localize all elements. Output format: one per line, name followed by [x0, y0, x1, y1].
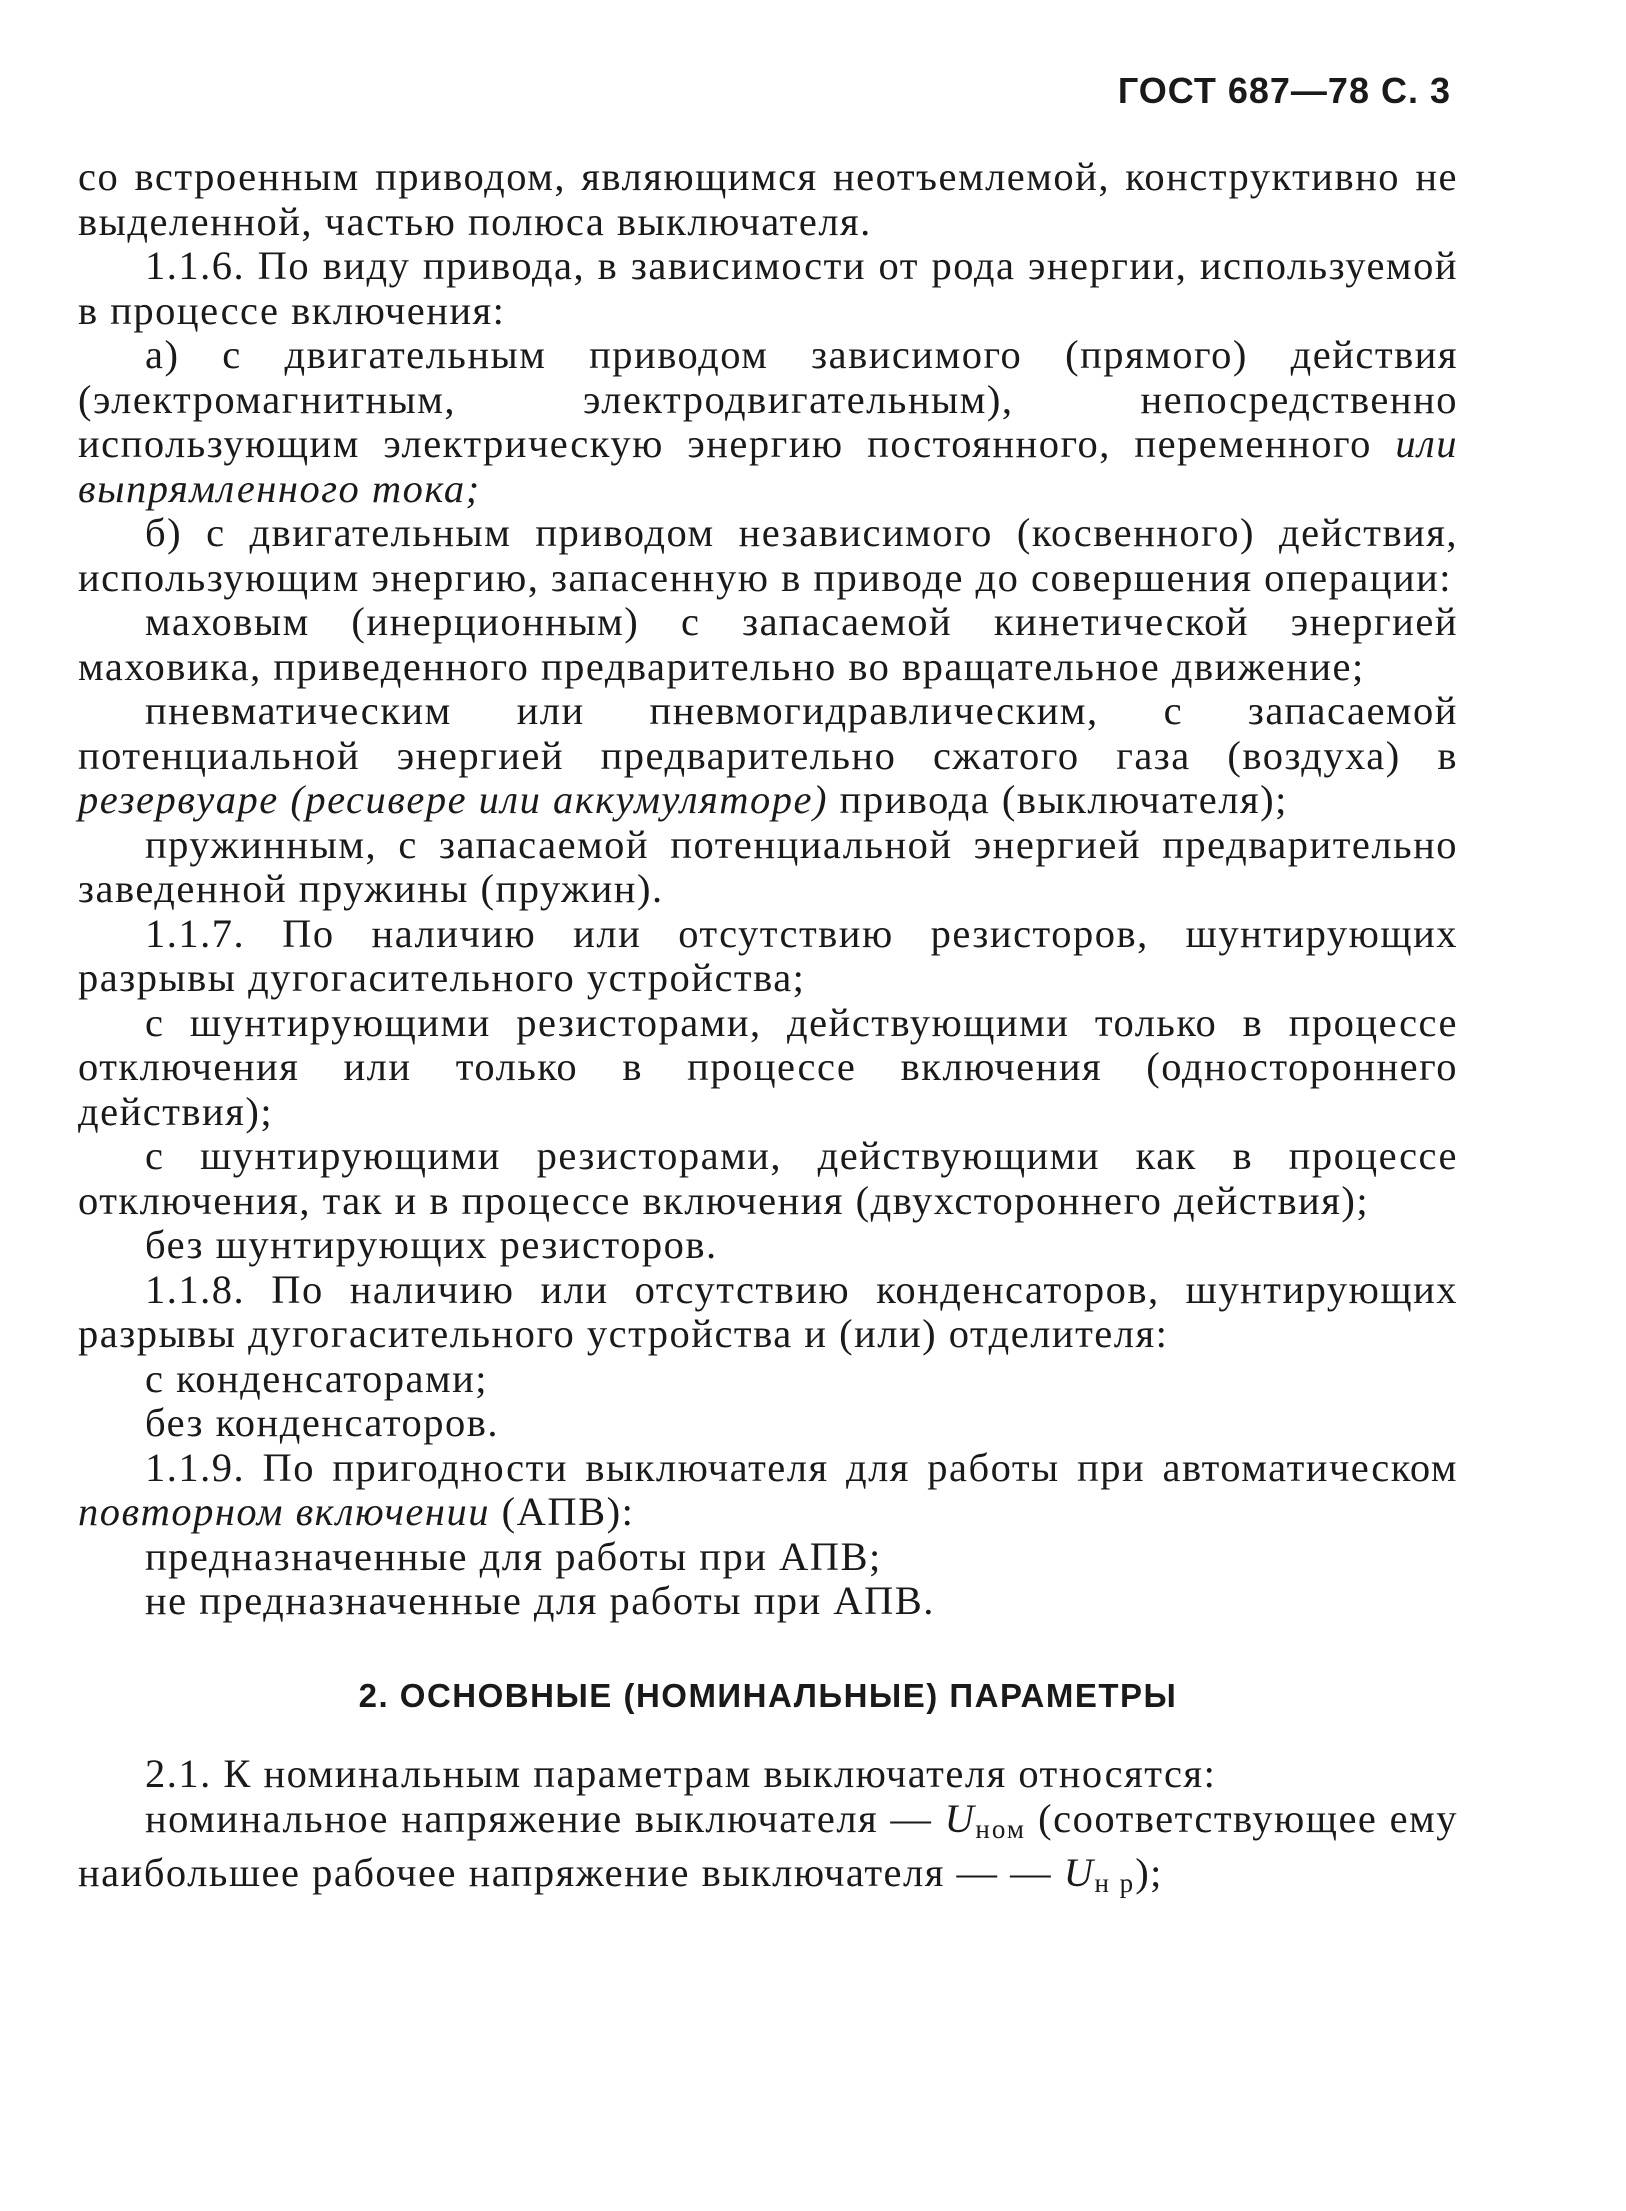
symbol-letter: U — [944, 1795, 976, 1841]
paragraph: маховым (инерционным) с запасаемой кинетической энергией маховика, приведенного предварительно во вращательное движение; — [78, 599, 1458, 689]
paragraph: с конденсаторами; — [145, 1355, 488, 1401]
paragraph — [78, 1446, 1458, 1535]
voltage-symbol — [1063, 1850, 1136, 1898]
paragraph: без конденсаторов. — [145, 1400, 500, 1445]
paragraph: со встроенным приводом, являющимся неотъемлемой, конструктивно не выделенной, частью полюса выключателя. — [78, 154, 1458, 244]
paragraph-text-italic: или выпрямленного тока; — [78, 421, 1458, 511]
paragraph-text: пневматическим или пневмогидравлическим, с запасаемой потенциальной энергией предварительно сжатого газа (воздуха) в — [78, 688, 1458, 778]
paragraph-text: 1.1.9. По пригодности выключателя для работы при автоматическом — [145, 1444, 1458, 1490]
paragraph-text: привода (выключателя); — [839, 777, 1288, 822]
paragraph: не предназначенные для работы при АПВ. — [145, 1578, 935, 1623]
voltage-symbol — [944, 1795, 1026, 1844]
paragraph-text-italic: резервуаре (ресивере или аккумуляторе) — [78, 777, 829, 822]
paragraph-text: (соответствующее ему наибольшее рабочее напряжение выключателя — — [78, 1795, 1458, 1895]
paragraph: пружинным, с запасаемой потенциальной энергией предварительно заведенной пружины (пружин). — [78, 821, 1458, 911]
symbol-letter: U — [1063, 1850, 1095, 1895]
paragraph-text: ); — [1135, 1850, 1163, 1895]
paragraph: 1.1.7. По наличию или отсутствию резисторов, шунтирующих разрывы дугогасительного устройства; — [78, 910, 1458, 1000]
paragraph: б) с двигательным приводом независимого (косвенного) действия, использующим энергию, запасенную в приводе до совершения операции: — [78, 510, 1458, 600]
symbol-subscript: ном — [975, 1813, 1026, 1844]
paragraph: предназначенные для работы при АПВ; — [145, 1533, 882, 1579]
paragraph: с шунтирующими резисторами, действующими как в процессе отключения, так и в процессе включения (двухстороннего действия); — [78, 1133, 1458, 1223]
paragraph: с шунтирующими резисторами, действующими только в процессе отключения или только в процессе включения (одностороннего действия); — [78, 999, 1458, 1134]
paragraph: без шунтирующих резисторов. — [145, 1222, 718, 1267]
paragraph-text: — — [1010, 1850, 1053, 1895]
paragraph — [78, 689, 1458, 823]
symbol-subscript: н р — [1094, 1868, 1136, 1898]
paragraph — [78, 333, 1458, 511]
paragraph: 1.1.6. По виду привода, в зависимости от рода энергии, используемой в процессе включения: — [78, 243, 1458, 333]
paragraph — [78, 1797, 1458, 1906]
section-title: 2. ОСНОВНЫЕ (НОМИНАЛЬНЫЕ) ПАРАМЕТРЫ — [358, 1676, 1178, 1714]
paragraph-text-italic: повторном включении — [78, 1489, 491, 1534]
paragraph-text: (АПВ): — [501, 1489, 635, 1534]
page-header: ГОСТ 687—78 С. 3 — [1117, 70, 1451, 111]
paragraph: 1.1.8. По наличию или отсутствию конденсаторов, шунтирующих разрывы дугогасительного устройства и (или) отделителя: — [78, 1266, 1458, 1356]
paragraph: 2.1. К номинальным параметрам выключателя относятся: — [145, 1751, 1217, 1796]
paragraph-text: а) с двигательным приводом зависимого (прямого) действия (электромагнитным, электродвигательным), непосредственно использующим электрическую энергию постоянного, переменного — [78, 332, 1458, 466]
paragraph-text: номинальное напряжение выключателя — — [145, 1795, 933, 1841]
document-body — [78, 155, 1458, 1906]
